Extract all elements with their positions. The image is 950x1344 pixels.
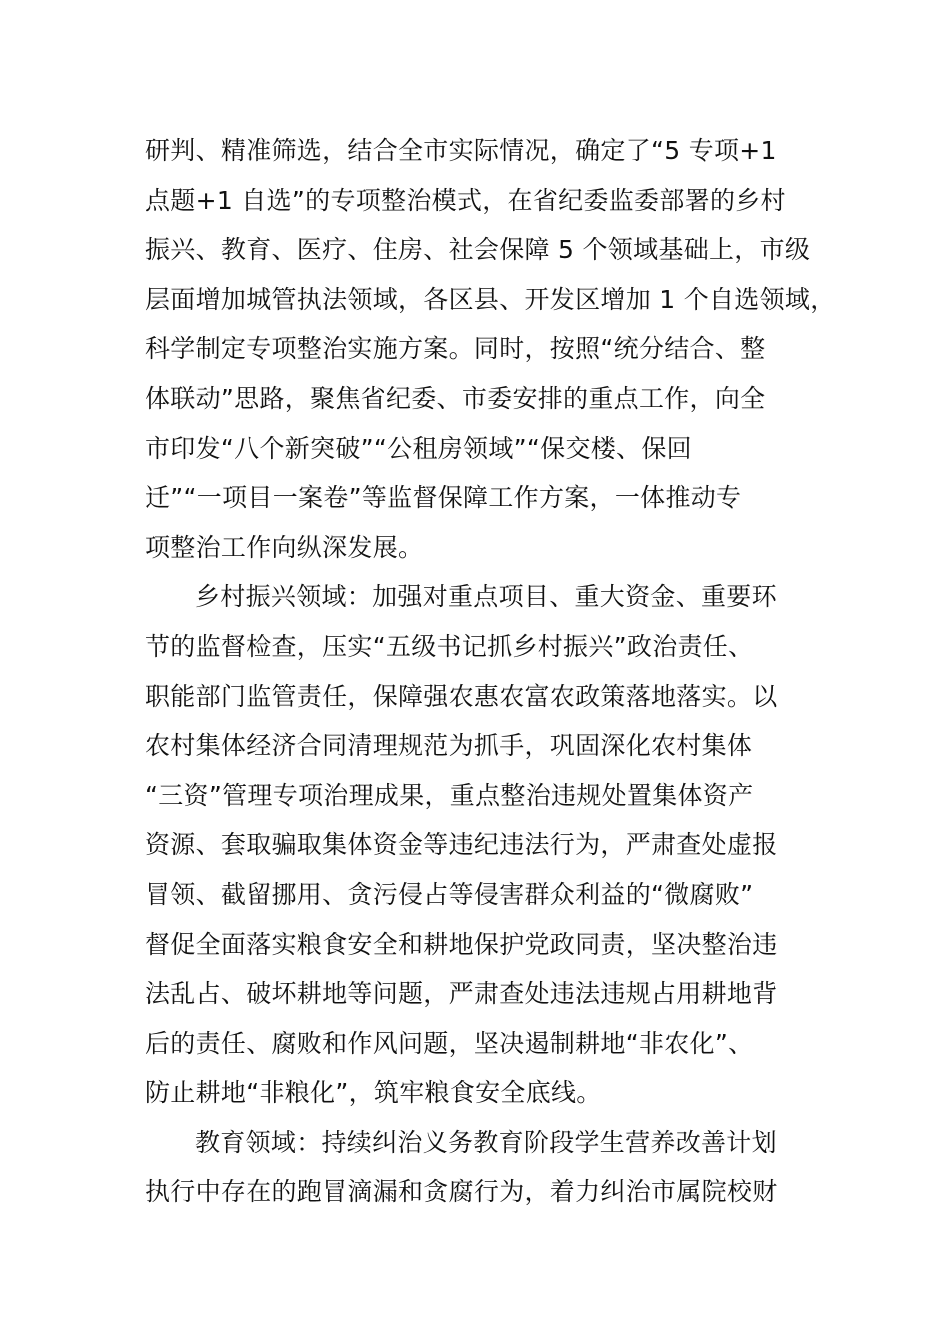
text-line: 迁”“一项目一案卷”等监督保障工作方案，一体推动专 <box>145 483 742 513</box>
text-line: 后的责任、腐败和作风问题，坚决遏制耕地“非农化”、 <box>145 1028 754 1058</box>
paragraph-education <box>145 1118 845 1217</box>
text-line: 执行中存在的跑冒滴漏和贪腐行为，着力纠治市属院校财 <box>145 1177 778 1207</box>
text-line-first: 乡村振兴领域：加强对重点项目、重大资金、重要环 <box>195 582 777 612</box>
text-line: 层面增加城管执法领域，各区县、开发区增加 1 个自选领域， <box>145 284 836 314</box>
text-line: 振兴、教育、医疗、住房、社会保障 5 个领域基础上，市级 <box>145 235 811 265</box>
text-line: 防止耕地“非粮化”，筑牢粮食安全底线。 <box>145 1078 602 1108</box>
text-line: 节的监督检查，压实“五级书记抓乡村振兴”政治责任、 <box>145 631 754 661</box>
text-line: 体联动”思路，聚焦省纪委、市委安排的重点工作，向全 <box>145 383 766 413</box>
text-line: 科学制定专项整治实施方案。同时，按照“统分结合、整 <box>145 334 766 364</box>
text-line: 项整治工作向纵深发展。 <box>145 532 424 562</box>
text-line-first: 教育领域：持续纠治义务教育阶段学生营养改善计划 <box>195 1127 777 1157</box>
text-line: “三资”管理专项治理成果，重点整治违规处置集体资产 <box>145 780 754 810</box>
text-line: 资源、套取骗取集体资金等违纪违法行为，严肃查处虚报 <box>145 830 778 860</box>
text-line: 农村集体经济合同清理规范为抓手，巩固深化农村集体 <box>145 731 753 761</box>
text-line: 研判、精准筛选，结合全市实际情况，确定了“5 专项+1 <box>145 136 777 165</box>
text-line: 市印发“八个新突破”“公租房领域”“保交楼、保回 <box>145 433 692 463</box>
text-line: 法乱占、破坏耕地等问题，严肃查处违法违规占用耕地背 <box>145 979 778 1009</box>
text-line: 职能部门监管责任，保障强农惠农富农政策落地落实。以 <box>145 681 778 711</box>
paragraph-rural-revitalization <box>145 572 845 1118</box>
text-line: 点题+1 自选”的专项整治模式，在省纪委监委部署的乡村 <box>145 185 786 215</box>
text-line: 冒领、截留挪用、贪污侵占等侵害群众利益的“微腐败” <box>145 879 754 909</box>
document-body <box>145 126 845 1217</box>
text-line: 督促全面落实粮食安全和耕地保护党政同责，坚决整治违 <box>145 929 778 959</box>
paragraph-intro-continuation <box>145 126 845 572</box>
